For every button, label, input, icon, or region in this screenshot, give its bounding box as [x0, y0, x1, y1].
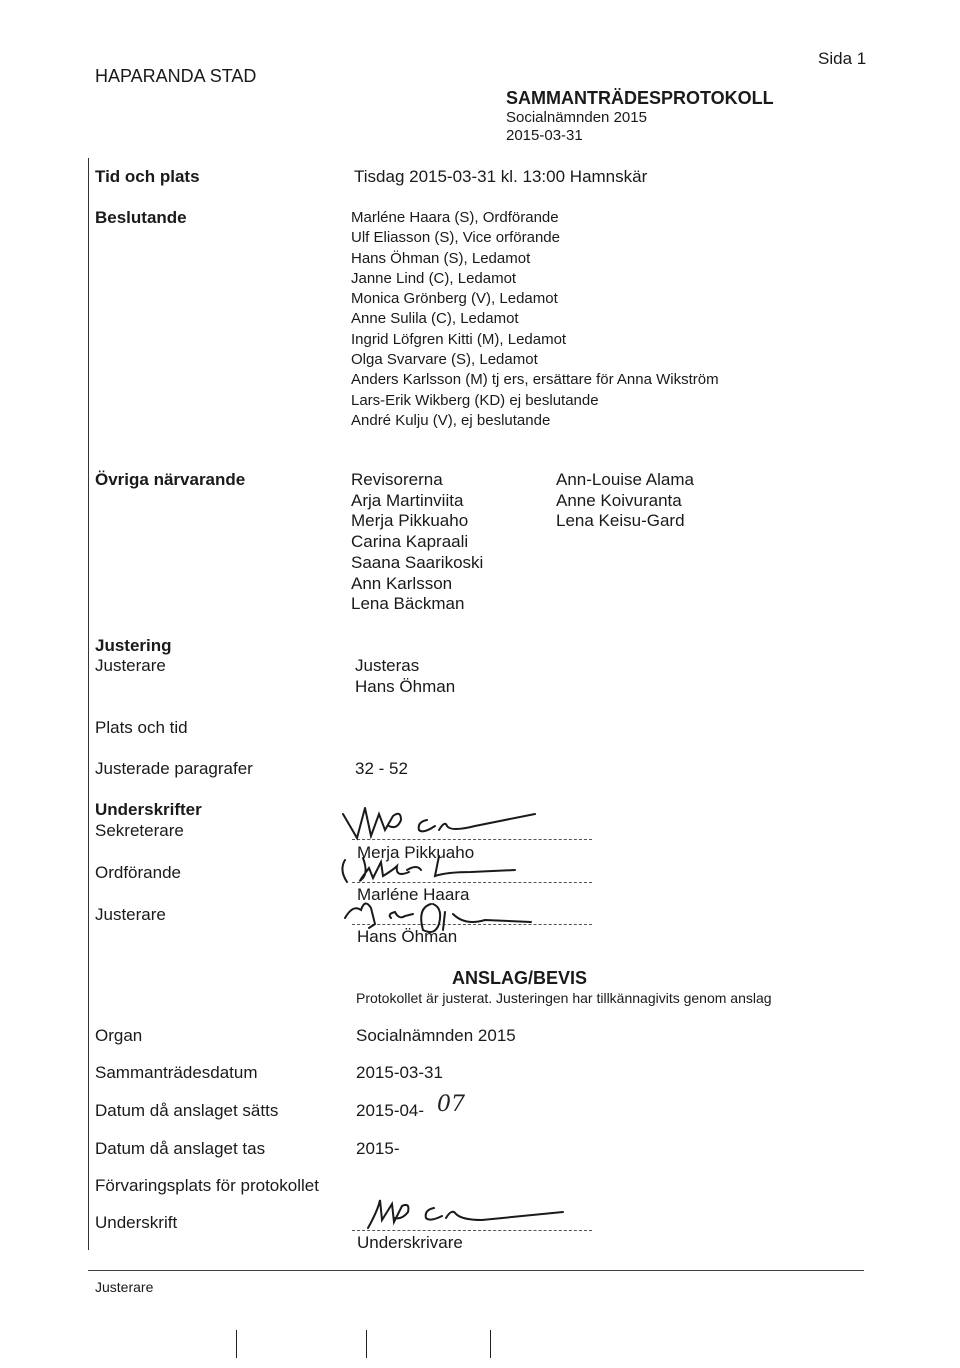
signatures-heading: Underskrifter — [95, 800, 202, 819]
member-line: Hans Öhman (S), Ledamot — [351, 249, 531, 267]
chair-handwritten-signature — [335, 840, 535, 890]
secretary-label: Sekreterare — [95, 821, 184, 840]
member-line: Olga Svarvare (S), Ledamot — [351, 351, 538, 369]
notice-value-removed-date: 2015- — [356, 1139, 400, 1158]
notice-label-removed-date: Datum då anslaget tas — [95, 1139, 266, 1158]
member-line: Monica Grönberg (V), Ledamot — [351, 290, 558, 308]
page-number: Sida 1 — [818, 49, 867, 68]
decision-makers-list — [351, 208, 719, 431]
adjuster-label: Justerare — [95, 656, 166, 675]
attendee-line: Lena Keisu-Gard — [556, 511, 685, 531]
adjuster-name: Hans Öhman — [355, 677, 456, 696]
place-time-label: Plats och tid — [95, 718, 188, 737]
member-line: Janne Lind (C), Ledamot — [351, 269, 517, 287]
others-present-column-2 — [556, 470, 694, 532]
adjusted-paragraphs-value: 32 - 52 — [355, 759, 408, 778]
secretary-name: Merja Pikkuaho — [357, 843, 475, 862]
adjustment-heading: Justering — [95, 636, 172, 655]
left-margin-rule — [88, 158, 89, 1250]
chair-label: Ordförande — [95, 863, 181, 882]
footer-rule — [88, 1270, 864, 1271]
notice-label-posted-date: Datum då anslaget sätts — [95, 1101, 279, 1120]
member-line: Anne Sulila (C), Ledamot — [351, 310, 519, 328]
others-present-column-1 — [351, 470, 483, 615]
attendee-line: Merja Pikkuaho — [351, 511, 469, 531]
attendee-line: Ann-Louise Alama — [556, 470, 694, 489]
protocol-title: SAMMANTRÄDESPROTOKOLL — [506, 88, 774, 108]
member-line: Marléne Haara (S), Ordförande — [351, 209, 559, 226]
chair-name: Marléne Haara — [357, 885, 470, 904]
notice-value-organ: Socialnämnden 2015 — [356, 1026, 516, 1045]
member-line: Anders Karlsson (M) tj ers, ersättare för Anna Wikström — [351, 371, 719, 389]
notice-label-storage-location: Förvaringsplats för protokollet — [95, 1176, 319, 1195]
attendee-line: Carina Kapraali — [351, 532, 469, 552]
attendee-line: Anne Koivuranta — [556, 490, 682, 510]
footer-initials-label: Justerare — [95, 1279, 154, 1295]
attendee-line: Arja Martinviita — [351, 490, 464, 510]
member-line: André Kulju (V), ej beslutande — [351, 411, 551, 429]
initial-box-divider — [366, 1330, 367, 1358]
organization-name: HAPARANDA STAD — [95, 66, 257, 86]
member-line: Ingrid Löfgren Kitti (M), Ledamot — [351, 330, 567, 348]
attendee-line: Ann Karlsson — [351, 573, 453, 593]
committee-name: Socialnämnden 2015 — [506, 109, 647, 126]
member-line: Lars-Erik Wikberg (KD) ej beslutande — [351, 391, 599, 409]
decision-makers-label: Beslutande — [95, 208, 187, 227]
notice-handwritten-signature — [358, 1190, 578, 1235]
initial-box-divider — [236, 1330, 237, 1358]
notice-value-posted-date: 2015-04- — [356, 1101, 425, 1120]
attendee-line: Saana Saarikoski — [351, 552, 484, 572]
initial-box-divider — [490, 1330, 491, 1358]
signature-adjuster-label: Justerare — [95, 905, 166, 924]
signature-adjuster-name: Hans Öhman — [357, 927, 458, 946]
notice-statement: Protokollet är justerat. Justeringen har tillkännagivits genom anslag — [356, 990, 772, 1006]
notice-label-meeting-date: Sammanträdesdatum — [95, 1063, 258, 1082]
notice-value-meeting-date: 2015-03-31 — [356, 1063, 443, 1082]
time-place-label: Tid och plats — [95, 167, 200, 186]
notice-label-organ: Organ — [95, 1026, 143, 1045]
time-place-value: Tisdag 2015-03-31 kl. 13:00 Hamnskär — [354, 167, 648, 186]
attendee-line: Revisorerna — [351, 470, 443, 489]
notice-heading: ANSLAG/BEVIS — [452, 968, 588, 988]
meeting-date: 2015-03-31 — [506, 127, 583, 144]
attendee-line: Lena Bäckman — [351, 594, 465, 614]
secretary-handwritten-signature — [335, 800, 555, 845]
others-present-label: Övriga närvarande — [95, 470, 246, 489]
posted-date-handwritten-day: 07 — [437, 1092, 465, 1117]
notice-label-signature: Underskrift — [95, 1213, 178, 1232]
adjusted-paragraphs-label: Justerade paragrafer — [95, 759, 253, 778]
adjusted-label: Justeras — [355, 656, 420, 675]
member-line: Ulf Eliasson (S), Vice orförande — [351, 229, 560, 247]
adjuster-handwritten-signature — [335, 884, 555, 940]
signer-title: Underskrivare — [357, 1233, 463, 1252]
